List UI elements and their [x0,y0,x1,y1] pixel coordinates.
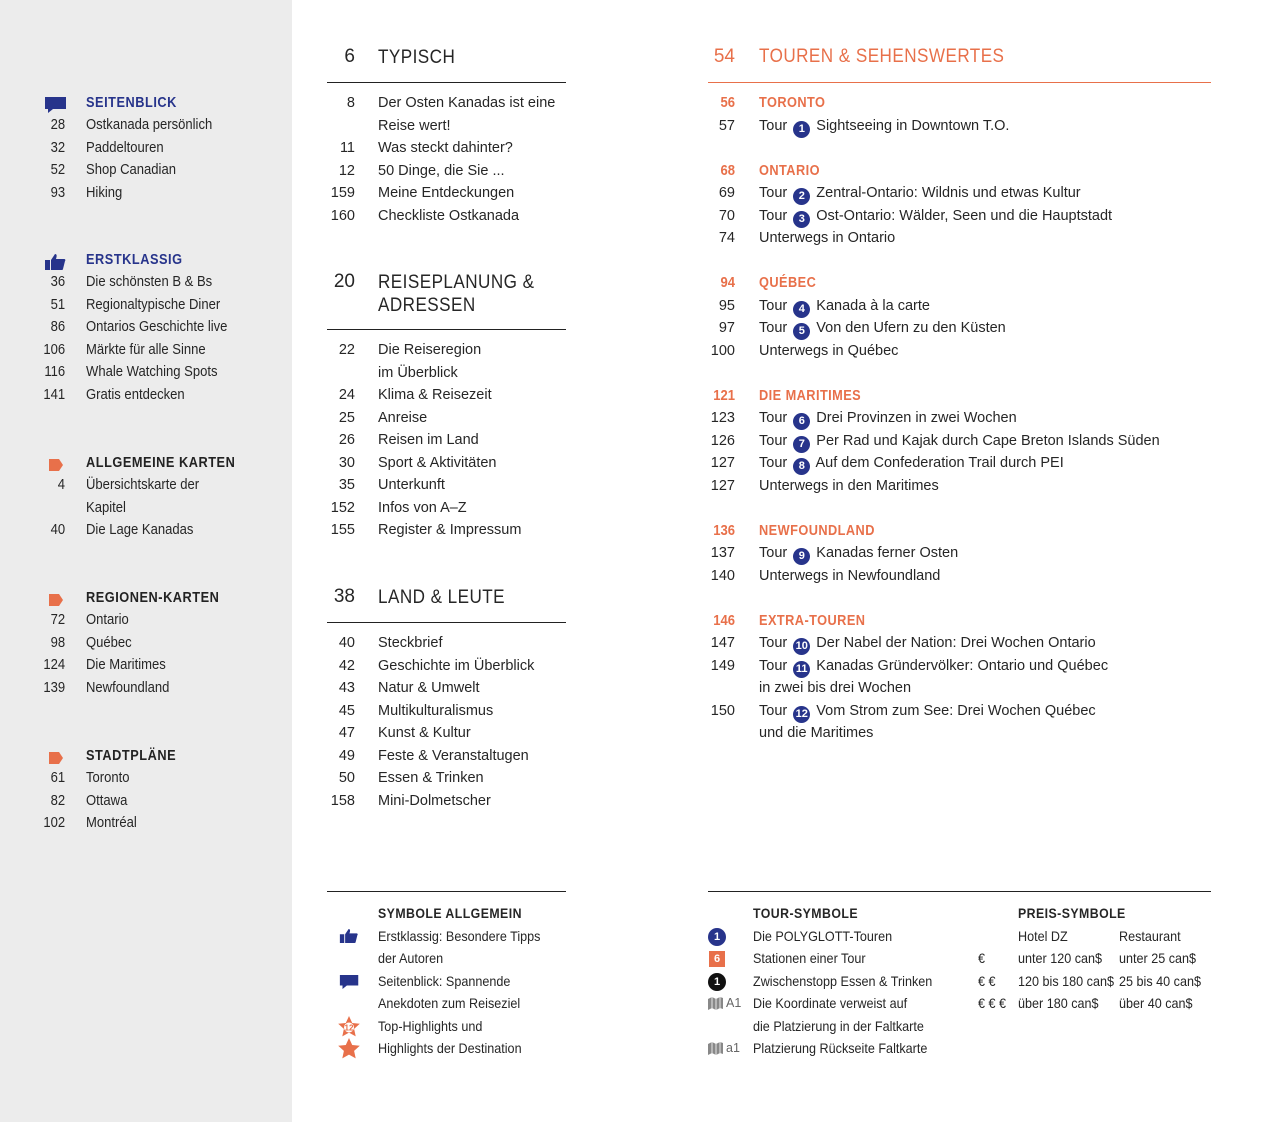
list-item[interactable]: 50 Essen & Trinken [338,770,484,786]
sidebar-allgemeine-karten [0,453,292,543]
list-item[interactable]: 126 Tour 7 Per Rad und Kajak durch Cape Breton Islands Süden [708,430,1211,453]
tour-number-icon: 2 [793,188,810,205]
sidebar-seitenblick [0,93,292,205]
list-item[interactable]: 141 Gratis entdecken [43,386,185,403]
tour-groups [708,92,1211,745]
list-item[interactable]: 51 Regionaltypische Diner [50,296,221,313]
list-item[interactable]: 40 Steckbrief [338,635,443,651]
section-header[interactable]: 20 REISEPLANUNG & ADRESSEN [327,269,566,330]
list-item[interactable]: 25 Anreise [338,409,428,426]
region-heading[interactable]: 146 EXTRA-TOUREN [713,612,866,629]
list-item[interactable]: 8 Der Osten Kanadas ist eine [346,95,556,111]
list-item[interactable]: 152 Infos von A–Z [330,499,467,516]
list-item[interactable]: 30 Sport & Aktivitäten [338,454,497,471]
region-heading[interactable]: 121 DIE MARITIMES [713,387,862,404]
star-number: 12 [344,1023,354,1032]
tour-number-icon: 12 [793,706,810,723]
legend-title: TOUR-SYMBOLE [753,905,858,921]
divider [327,891,566,892]
tour-number-icon: 4 [793,301,810,318]
list-item[interactable]: 57 Tour 1 Sightseeing in Downtown T.O. [708,115,1211,138]
list-item[interactable]: 140 Unterwegs in Newfoundland [710,567,941,584]
list-item[interactable]: Reise wert! [378,117,451,134]
tour-group [708,520,1211,588]
sidebar-erstklassig [0,250,292,407]
list-item[interactable]: 49 Feste & Veranstaltugen [338,747,529,764]
list-item[interactable]: 155 Register & Impressum [330,522,522,538]
sidebar-heading: SEITENBLICK [86,95,177,111]
list-item[interactable]: 150 Tour 12 Vom Strom zum See: Drei Wochen Québec [708,700,1211,723]
list-item[interactable]: 52 Shop Canadian [50,162,176,178]
section-land-leute [327,584,566,812]
price-row: € unter 120 can$ unter 25 can$ [978,950,1197,966]
region-heading[interactable]: 56 TORONTO [720,95,826,111]
list-item[interactable]: im Überblick [378,364,458,381]
speech-bubble-icon [44,96,68,114]
list-item[interactable]: 100 Unterwegs in Québec [710,342,899,359]
list-item[interactable]: 70 Tour 3 Ost-Ontario: Wälder, Seen und die Hauptstadt [708,205,1211,228]
divider [708,891,1211,892]
tour-number-icon: 5 [793,323,810,340]
list-item[interactable]: 47 Kunst & Kultur [338,725,471,741]
food-stop-icon: 1 [708,973,726,991]
folding-map-back-icon [708,1042,723,1055]
top-highlight-star-icon [337,1015,361,1039]
list-item[interactable]: 106 Märkte für alle Sinne [43,341,206,358]
thumbs-up-icon [339,927,360,945]
list-item[interactable]: 160 Checkliste Ostkanada [330,207,520,224]
tour-number-icon: 8 [793,458,810,475]
tour-number-icon: 1 [708,928,726,946]
tour-number-icon: 11 [793,661,810,678]
tour-number-icon: 3 [793,211,810,228]
list-item[interactable]: 158 Mini-Dolmetscher [330,792,491,809]
list-item[interactable]: 116 Whale Watching Spots [44,364,218,380]
list-item[interactable]: 24 Klima & Reisezeit [338,387,492,403]
list-item[interactable]: 74 Unterwegs in Ontario [718,230,896,246]
section-header[interactable]: 38 LAND & LEUTE [327,584,566,623]
list-item[interactable]: 12 50 Dinge, die Sie ... [338,162,505,179]
tour-number-icon: 1 [793,121,810,138]
list-item[interactable]: 149 Tour 11 Kanadas Gründervölker: Ontario und Québec [708,655,1211,678]
sidebar-stadtplaene [0,746,292,836]
list-item[interactable]: 102 Montréal [43,815,137,831]
map-tag-icon [44,591,68,609]
list-item[interactable]: 159 Meine Entdeckungen [330,185,515,201]
list-item[interactable]: 147 Tour 10 Der Nabel der Nation: Drei Wochen Ontario [708,632,1211,655]
legend-title: PREIS-SYMBOLE [1018,905,1126,921]
list-item[interactable]: 36 Die schönsten B & Bs [50,274,213,290]
list-item[interactable]: in zwei bis drei Wochen [759,680,912,696]
list-item[interactable]: Kapitel [86,499,126,516]
tour-number-icon: 6 [793,413,810,430]
sidebar-heading: REGIONEN-KARTEN [86,590,220,606]
section-header[interactable]: 6 TYPISCH [327,44,566,83]
sidebar-heading: ALLGEMEINE KARTEN [86,455,236,471]
list-item[interactable]: 137 Tour 9 Kanadas ferner Osten [708,542,1211,565]
list-item[interactable]: 35 Unterkunft [338,477,445,493]
list-item[interactable]: 98 Québec [50,634,132,651]
folding-map-icon [708,997,723,1010]
list-item[interactable]: und die Maritimes [759,725,874,741]
region-heading[interactable]: 136 NEWFOUNDLAND [713,522,875,539]
legend-tour: TOUR-SYMBOLE 1 Die POLYGLOTT-Touren 6 Stationen einer Tour 1 Zwischenstopp Essen & Trinken A1 Die Koordinate verweist auf die Platzierung in der Faltkarte a1 Platzierung Rückseite Faltkarte [708,903,978,1061]
list-item[interactable]: 97 Tour 5 Von den Ufern zu den Küsten [708,317,1211,340]
sidebar-heading: STADTPLÄNE [86,748,177,764]
list-item[interactable]: 127 Tour 8 Auf dem Confederation Trail durch PEI [708,452,1211,475]
list-item[interactable]: 40 Die Lage Kanadas [50,522,194,538]
list-item[interactable]: 95 Tour 4 Kanada à la carte [708,295,1211,318]
tour-group [708,385,1211,498]
list-item[interactable]: 4 Übersichtskarte der [57,477,200,493]
list-item[interactable]: 61 Toronto [50,770,130,786]
price-row: € € 120 bis 180 can$ 25 bis 40 can$ [978,972,1201,989]
sidebar-regionen-karten [0,588,292,700]
tour-group [708,160,1211,250]
tour-number-icon: 7 [793,436,810,453]
list-item[interactable]: 139 Newfoundland [43,679,170,696]
section-touren [708,44,1211,745]
region-heading[interactable]: 94 QUÉBEC [720,275,817,291]
legend-title: SYMBOLE ALLGEMEIN [378,905,522,921]
tour-number-icon: 9 [793,548,810,565]
sidebar-heading: ERSTKLASSIG [86,252,183,268]
list-item[interactable]: 72 Ontario [50,612,129,628]
list-item[interactable]: 22 Die Reiseregion [338,342,482,358]
list-item[interactable]: 26 Reisen im Land [338,432,479,448]
list-item[interactable]: 123 Tour 6 Drei Provinzen in zwei Wochen [708,407,1211,430]
tour-group [708,92,1211,137]
thumbs-up-icon [44,253,68,271]
list-item[interactable]: 45 Multikulturalismus [338,702,494,719]
highlight-star-icon [337,1037,361,1061]
map-tag-icon [44,456,68,474]
map-tag-icon [44,749,68,767]
list-item[interactable]: 43 Natur & Umwelt [338,680,480,696]
list-item[interactable]: 69 Tour 2 Zentral-Ontario: Wildnis und etwas Kultur [708,182,1211,205]
region-heading[interactable]: 68 ONTARIO [720,162,820,179]
list-item[interactable]: 93 Hiking [50,184,123,201]
list-item[interactable]: 86 Ontarios Geschichte live [50,319,228,335]
tour-group [708,272,1211,362]
section-reiseplanung [327,269,566,542]
legend-price: PREIS-SYMBOLE Hotel DZ Restaurant € unter 120 can$ unter 25 can$ € € 120 bis 180 can$ 25 bis 40 can$ € € € über 180 can$ über 40 can$ [976,903,1216,1016]
list-item[interactable]: 42 Geschichte im Überblick [338,657,535,674]
list-item[interactable]: 82 Ottawa [50,792,128,809]
list-item[interactable]: 32 Paddeltouren [50,139,164,156]
tour-group [708,610,1211,745]
price-row: € € € über 180 can$ über 40 can$ [978,995,1193,1011]
section-header[interactable]: 54 TOUREN & SEHENSWERTES [708,44,1211,83]
list-item[interactable]: 127 Unterwegs in den Maritimes [710,477,939,494]
speech-bubble-icon [339,973,360,991]
list-item[interactable]: 11 Was steckt dahinter? [339,140,513,156]
section-typisch [327,44,566,227]
list-item[interactable]: 28 Ostkanada persönlich [50,117,213,133]
legend-general: SYMBOLE ALLGEMEIN Erstklassig: Besondere Tipps der Autoren Seitenblick: Spannende Anekdoten zum Reiseziel 12 Top-Highlights und Highlights der Destination [327,903,567,1061]
tour-station-icon: 6 [709,951,725,967]
list-item[interactable]: 124 Die Maritimes [43,657,166,673]
tour-number-icon: 10 [793,638,810,655]
